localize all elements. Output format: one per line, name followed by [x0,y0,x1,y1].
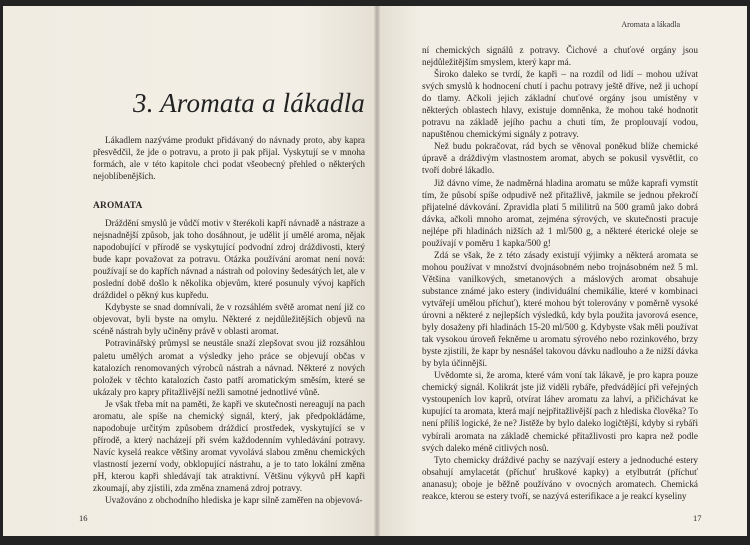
right-page [377,6,747,536]
paragraph: Široko daleko se tvrdí, že kapři – na rozdíl od lidí – mohou užívat svých smyslů k hodnocení chutí i pachu potravy ještě dříve, než ji uchopí do tlamy. Ačkoli jejich základní chuťové orgány jsou umístěny v některých oblastech hlavy, existuje domněnka, že mohou také hodnotit potravu na základě jejího pachu a chuti tím, že proplouvají vodou, napuštěnou chemickými signály z potravy. [422,69,698,140]
paragraph: Je však třeba mít na paměti, že kapři ve skutečnosti nereagují na pach aromatu, ale spíše na chemický signál, který, jak předpokládáme, napodobuje určitým způsobem dráždicí prostředek, vyskytující se v přírodě, a který nacházejí při svém každodenním vyhledávání potravy. Navíc kyselá reakce většiny aromat vyvolává slabou změnu chemických vlastností jezerní vody, obklopující nástrahu, a je to tato lokální změna pH, kterou kapři shledávají tak atraktivní. Většinu výkyvů pH kapři zkoumají, aby zjistili, zda změna znamená zdroj potravy. [93,398,365,494]
intro-paragraph [93,134,365,182]
left-body-text [93,217,365,506]
chapter-title: 3. Aromata a lákadla [133,88,365,118]
paragraph: Tyto chemicky dráždivé pachy se nazývají estery a jednoduché estery obsahují amylacetát (příchuť hruškové kapky) a etylbutrát (příchuť ananasu); oboje je běžně používáno v ovocných aromatech. Chemická reakce, kterou se estery tvoří, se nazývá esterifikace a je reakcí kyseliny [422,454,698,501]
intro-text: Lákadlem nazýváme produkt přidávaný do návnady proto, aby kapra přesvědčil, že jde o potravu, a proto ji pak přijal. Vyskytují se v mnoha formách, ale v této kapitole chci podat všeobecný přehled o některých nejoblíbenějších. [93,135,365,182]
paragraph: Než budu pokračovat, rád bych se věnoval poněkud blíže chemické úpravě a dráždivým vlastnostem aromat, abych se pokusil vysvětlit, co tvoří dobré lákadlo. [422,141,698,176]
book-gutter [374,6,380,536]
paragraph: Již dávno víme, že nadměrná hladina aromatu se může kaprafi vymstít tím, že působí spíše odpudivě než přitažlivě, jakmile se jednou překročí přijatelné dávkování. Zpravidla platí 5 mililitrů na 500 gramů jako dobrá dávka, ačkoli mnoho aromat, zejména sýrových, ve skutečnosti pracuje nejlépe při hladinách nižších až 1 ml/500 g, a některé éterické oleje se používají v poměru 1 kapka/500 g! [422,177,698,248]
page-number-right: 17 [693,513,702,523]
paragraph: Potravinářský průmysl se neustále snaží zlepšovat svou již rozsáhlou paletu umělých aromat a výsledky jeho práce se objevují občas v katalozích renomovaných výrobců nástrah a návnad. Některé z nových položek v těchto katalozích často patří aromatickým směsím, které se ukázaly pro kapry přitažlivější nežli samotné jednotlivé vůně. [93,338,365,397]
right-body-text [422,44,698,502]
section-heading: AROMATA [93,201,143,211]
page-number-left: 16 [79,513,88,523]
paragraph: Uvědomte si, že aroma, které vám voní tak lákavě, je pro kapra pouze chemický signál. Kolikrát jste již viděli rybáře, předvádějící při veřejných vystoupeních lov kaprů, otvírat láhev aromatu za lahví, a přičichávat ke kupující ta aromata, která mají nejpřitažlivější pach z hlediska člověka? To není příliš logické, že ne? Jistěže by bylo daleko logičtější, kdyby si rybáři vybírali aromata na základě chemické přitažlivosti pro kapra než podle svých daleko méně citlivých nosů. [422,370,698,453]
paragraph: Zdá se však, že z této zásady existují výjimky a některá aromata se mohou používat v množství dvojnásobném nebo trojnásobném než 5 ml. Většina vanilkových, smetanových a máslových aromat obsahuje substance známé jako estery (individuální chemikálie, které v kombinaci vytvářejí umělou příchuť), které mohou být tolerovány v poměrně vysoké úrovni a některé z nejlepších výsledků, kdy byla použita javorová esence, byly dosaženy při hladinách 15-20 ml/500 g. Kdybyste však měli používat tak vysokou úroveň řekněme u aromatu sýrového nebo rozinkového, brzy byste zjistili, že kapr by nesnášel takovou dávku nadlouho a že nižší dávka by byla účinnější. [422,249,698,369]
continuation-paragraph: ní chemických signálů z potravy. Čichové a chuťové orgány jsou nejdůležitějším smyslem, který kapr má. [422,45,698,68]
running-head: Aromata a lákadla [621,20,680,29]
paragraph: Uvažováno z obchodního hlediska je kapr silně zaměřen na objevová- [105,495,363,506]
paragraph: Kdybyste se snad domnívali, že v rozsáhlém světě aromat není již co objevovat, byli byste na omylu. Některé z nejdůležitějších objevů na scéně nástrah byly učiněny právě v oblasti aromat. [93,302,365,337]
paragraph: Dráždění smyslů je vůdčí motiv v šterékoli kapří návnadě a nástraze a nejsnadnější způsob, jak toho dosáhnout, je udělit jí umělé aroma, nějak napodobující v přírodě se vyskytující podvodní zdroj dráždivosti, který bude kapr považovat za potravu. Otázka používání aromat není nová: používají se do kapřích návnad a nástrah od poloviny šedesátých let, ale v poslední době došlo k několika objevům, které posunuly vývoj kapřích dráždidel o pěkný kus kupředu. [93,218,365,301]
left-page [3,6,377,536]
